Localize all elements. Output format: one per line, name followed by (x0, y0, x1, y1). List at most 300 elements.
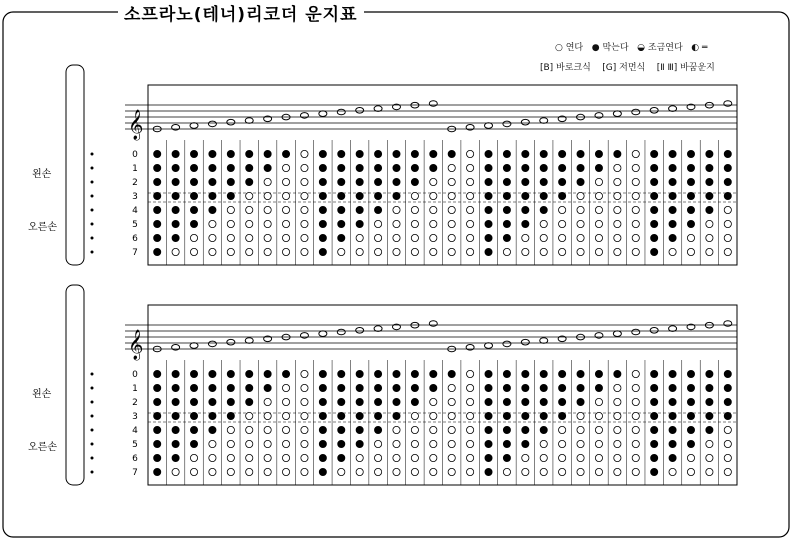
top-chart-finger-hole (706, 220, 713, 227)
bottom-chart-finger-hole (485, 426, 492, 433)
bottom-chart-finger-hole (632, 370, 639, 377)
bottom-chart-finger-hole (706, 468, 713, 475)
top-chart-finger-hole (669, 234, 676, 241)
bottom-chart-finger-hole (430, 412, 437, 419)
bottom-chart-note-head (540, 338, 548, 344)
legend-trill-label: ═ (701, 43, 708, 53)
bottom-chart-finger-hole (319, 454, 326, 461)
top-chart-finger-hole (282, 220, 289, 227)
top-chart-finger-hole (227, 178, 234, 185)
bottom-chart-finger-hole (724, 384, 731, 391)
top-chart-finger-hole (430, 164, 437, 171)
top-chart-finger-hole (724, 164, 731, 171)
top-chart-finger-hole (467, 248, 474, 255)
top-chart-finger-hole (393, 164, 400, 171)
top-chart-finger-hole (282, 150, 289, 157)
top-chart-finger-hole (190, 248, 197, 255)
top-chart-finger-hole (724, 178, 731, 185)
bottom-chart-note-head (429, 321, 437, 327)
left-hand-label-top: 왼손 (32, 169, 52, 180)
bottom-chart-finger-hole (632, 412, 639, 419)
top-chart-finger-hole (559, 206, 566, 213)
bottom-chart-finger-hole (301, 440, 308, 447)
bottom-chart-hole-number: 5 (132, 440, 138, 450)
top-chart-note-head (613, 111, 621, 117)
bottom-chart-finger-hole (632, 384, 639, 391)
bottom-chart-finger-hole (522, 412, 529, 419)
bottom-chart-hole-marker (91, 387, 94, 390)
top-chart-finger-hole (190, 206, 197, 213)
bottom-chart-finger-hole (467, 398, 474, 405)
bottom-chart-hole-marker (91, 401, 94, 404)
top-chart-finger-hole (154, 150, 161, 157)
top-chart-finger-hole (246, 248, 253, 255)
top-chart-hole-number: 7 (132, 248, 138, 258)
top-chart-treble-clef: 𝄞 (128, 110, 144, 140)
top-chart-finger-hole (172, 164, 179, 171)
bottom-chart-finger-hole (632, 454, 639, 461)
bottom-chart-finger-hole (301, 412, 308, 419)
bottom-chart-finger-hole (190, 398, 197, 405)
bottom-chart-finger-hole (246, 440, 253, 447)
bottom-chart-hole-number: 1 (132, 384, 138, 394)
top-chart-finger-hole (614, 220, 621, 227)
top-chart-finger-hole (264, 150, 271, 157)
legend-closed-label: 막는다 (602, 43, 629, 53)
bottom-chart-finger-hole (651, 384, 658, 391)
bottom-chart-finger-hole (687, 398, 694, 405)
bottom-chart-finger-hole (540, 440, 547, 447)
top-chart-finger-hole (559, 220, 566, 227)
top-chart-finger-hole (190, 220, 197, 227)
top-chart-finger-hole (301, 234, 308, 241)
top-chart-finger-hole (467, 192, 474, 199)
top-chart-finger-hole (522, 206, 529, 213)
top-chart-finger-hole (632, 164, 639, 171)
top-chart-note-head (208, 121, 216, 127)
bottom-chart-finger-hole (301, 468, 308, 475)
top-chart-finger-hole (374, 248, 381, 255)
bottom-chart-finger-hole (374, 440, 381, 447)
top-chart-finger-hole (356, 150, 363, 157)
bottom-chart-finger-hole (448, 454, 455, 461)
top-chart-finger-hole (393, 220, 400, 227)
top-chart-finger-hole (614, 178, 621, 185)
top-chart-finger-hole (540, 150, 547, 157)
top-chart-finger-hole (614, 234, 621, 241)
bottom-chart-finger-hole (687, 370, 694, 377)
top-chart-note-head (632, 109, 640, 115)
bottom-chart-finger-hole (190, 412, 197, 419)
bottom-chart-finger-hole (209, 468, 216, 475)
bottom-chart-finger-hole (264, 440, 271, 447)
top-chart-finger-hole (577, 150, 584, 157)
bottom-chart-finger-hole (301, 426, 308, 433)
bottom-chart-finger-hole (411, 454, 418, 461)
top-chart-finger-hole (282, 164, 289, 171)
top-chart-finger-hole (503, 206, 510, 213)
bottom-chart-finger-hole (651, 468, 658, 475)
top-chart-finger-hole (264, 164, 271, 171)
bottom-chart-finger-hole (467, 384, 474, 391)
top-chart-finger-hole (448, 164, 455, 171)
bottom-chart-finger-hole (209, 398, 216, 405)
top-chart-finger-hole (448, 248, 455, 255)
top-chart-hole-number: 0 (132, 150, 138, 160)
top-chart-finger-hole (559, 248, 566, 255)
bottom-chart-finger-hole (503, 398, 510, 405)
bottom-chart-finger-hole (209, 384, 216, 391)
bottom-chart-finger-hole (595, 384, 602, 391)
bottom-chart-finger-hole (540, 454, 547, 461)
top-chart-finger-hole (614, 192, 621, 199)
bottom-chart-finger-hole (190, 370, 197, 377)
top-chart-finger-hole (503, 178, 510, 185)
top-chart-finger-hole (540, 206, 547, 213)
bottom-chart-finger-hole (559, 384, 566, 391)
top-chart-finger-hole (264, 220, 271, 227)
bottom-chart-finger-hole (595, 440, 602, 447)
top-chart-note-head (521, 119, 529, 125)
bottom-chart-finger-hole (393, 468, 400, 475)
bottom-chart-finger-hole (706, 454, 713, 461)
bottom-chart-finger-hole (706, 398, 713, 405)
bottom-chart-hole-marker (91, 443, 94, 446)
bottom-chart-finger-hole (540, 468, 547, 475)
top-chart-note-head (669, 106, 677, 112)
bottom-chart-finger-hole (154, 426, 161, 433)
bottom-chart-finger-hole (301, 384, 308, 391)
top-chart-finger-hole (687, 248, 694, 255)
top-chart-finger-hole (632, 206, 639, 213)
bottom-chart-finger-hole (430, 426, 437, 433)
top-chart-finger-hole (338, 234, 345, 241)
bottom-chart-hole-number: 4 (132, 426, 138, 436)
top-chart-finger-hole (632, 178, 639, 185)
bottom-chart-finger-hole (503, 440, 510, 447)
bottom-chart-finger-hole (393, 426, 400, 433)
bottom-chart-finger-hole (448, 440, 455, 447)
top-chart-finger-hole (374, 164, 381, 171)
top-chart-finger-hole (246, 192, 253, 199)
top-chart-finger-hole (522, 248, 529, 255)
top-chart-finger-hole (485, 150, 492, 157)
bottom-chart-finger-hole (430, 370, 437, 377)
bottom-chart-finger-hole (338, 370, 345, 377)
top-chart-finger-hole (430, 206, 437, 213)
top-chart-finger-hole (301, 150, 308, 157)
bottom-chart-note-head (190, 343, 198, 349)
bottom-chart-finger-hole (393, 398, 400, 405)
top-chart-finger-hole (411, 178, 418, 185)
right-hand-label-top: 오른손 (28, 222, 57, 233)
bottom-chart-finger-hole (227, 440, 234, 447)
top-chart-finger-hole (356, 248, 363, 255)
top-chart-finger-hole (282, 192, 289, 199)
bottom-chart-finger-hole (687, 412, 694, 419)
top-chart-finger-hole (467, 220, 474, 227)
bottom-chart-note-head (613, 331, 621, 337)
top-chart-finger-hole (669, 150, 676, 157)
top-chart-finger-hole (669, 248, 676, 255)
bottom-chart-finger-hole (430, 398, 437, 405)
top-chart-hole-number: 3 (132, 192, 138, 202)
bottom-chart-note-head (669, 326, 677, 332)
bottom-chart-finger-hole (651, 412, 658, 419)
top-chart-finger-hole (393, 150, 400, 157)
top-chart-finger-hole (209, 150, 216, 157)
bottom-chart-finger-hole (356, 440, 363, 447)
top-chart-finger-hole (669, 178, 676, 185)
top-chart-finger-hole (282, 206, 289, 213)
bottom-chart-finger-hole (154, 440, 161, 447)
bottom-chart-finger-hole (559, 398, 566, 405)
bottom-chart-finger-hole (411, 412, 418, 419)
top-chart-finger-hole (485, 164, 492, 171)
top-chart-finger-hole (264, 178, 271, 185)
top-chart-finger-hole (706, 178, 713, 185)
bottom-chart-finger-hole (319, 440, 326, 447)
bottom-chart-finger-hole (540, 370, 547, 377)
top-chart-finger-hole (687, 234, 694, 241)
top-chart-finger-hole (448, 150, 455, 157)
bottom-chart-finger-hole (338, 426, 345, 433)
bottom-chart-finger-hole (172, 398, 179, 405)
top-chart-note-head (245, 118, 253, 124)
bottom-chart-finger-hole (264, 398, 271, 405)
top-chart-finger-hole (411, 150, 418, 157)
legend-baroque-label: [B] 바로크식 (540, 63, 591, 73)
bottom-chart-finger-hole (190, 440, 197, 447)
top-chart-finger-hole (559, 192, 566, 199)
bottom-chart-finger-hole (632, 398, 639, 405)
top-chart-finger-hole (411, 220, 418, 227)
bottom-chart-finger-hole (282, 412, 289, 419)
bottom-chart-hole-marker (91, 471, 94, 474)
bottom-chart-finger-hole (669, 384, 676, 391)
bottom-chart-finger-hole (614, 412, 621, 419)
bottom-chart-hole-number: 7 (132, 468, 138, 478)
bottom-chart-finger-hole (559, 370, 566, 377)
top-chart-hole-marker (91, 237, 94, 240)
bottom-chart-finger-hole (411, 384, 418, 391)
top-chart-finger-hole (706, 248, 713, 255)
top-chart-finger-hole (301, 248, 308, 255)
bottom-chart-finger-hole (540, 412, 547, 419)
top-chart-finger-hole (503, 192, 510, 199)
top-chart-note-head (724, 101, 732, 107)
bottom-chart-finger-hole (687, 426, 694, 433)
top-chart-finger-hole (338, 220, 345, 227)
top-chart-finger-hole (154, 220, 161, 227)
top-chart-finger-hole (209, 178, 216, 185)
bottom-chart-finger-hole (595, 398, 602, 405)
bottom-chart-finger-hole (467, 440, 474, 447)
top-chart-finger-hole (301, 178, 308, 185)
top-chart-finger-hole (301, 192, 308, 199)
top-chart-finger-hole (172, 178, 179, 185)
bottom-chart-finger-hole (172, 426, 179, 433)
top-chart-finger-hole (632, 220, 639, 227)
top-chart-finger-hole (577, 164, 584, 171)
bottom-chart-finger-hole (448, 370, 455, 377)
top-chart-finger-hole (190, 178, 197, 185)
bottom-chart-finger-hole (614, 468, 621, 475)
bottom-chart-note-head (374, 326, 382, 332)
top-chart-finger-hole (485, 178, 492, 185)
bottom-chart-finger-hole (282, 440, 289, 447)
top-chart-hole-marker (91, 153, 94, 156)
bottom-chart-finger-hole (503, 412, 510, 419)
bottom-chart-finger-hole (632, 440, 639, 447)
bottom-chart-finger-hole (374, 454, 381, 461)
top-chart-finger-hole (522, 234, 529, 241)
bottom-chart-finger-hole (467, 370, 474, 377)
top-chart-finger-hole (246, 150, 253, 157)
top-chart-finger-hole (430, 192, 437, 199)
top-chart-finger-hole (301, 206, 308, 213)
bottom-chart-finger-hole (246, 370, 253, 377)
top-chart-finger-hole (301, 220, 308, 227)
top-chart-finger-hole (540, 192, 547, 199)
bottom-chart-finger-hole (485, 370, 492, 377)
top-chart-hole-marker (91, 181, 94, 184)
top-chart-finger-hole (227, 234, 234, 241)
bottom-chart-finger-hole (264, 426, 271, 433)
bottom-chart-note-head (503, 341, 511, 347)
top-chart-finger-hole (522, 164, 529, 171)
top-chart-finger-hole (706, 206, 713, 213)
top-chart-finger-hole (319, 234, 326, 241)
bottom-chart-finger-hole (559, 454, 566, 461)
bottom-chart-finger-hole (687, 468, 694, 475)
top-chart-finger-hole (614, 150, 621, 157)
right-hand-label-bottom: 오른손 (28, 442, 57, 453)
top-chart-finger-hole (338, 248, 345, 255)
bottom-chart-finger-hole (448, 468, 455, 475)
bottom-chart-finger-hole (595, 370, 602, 377)
top-chart-finger-hole (172, 192, 179, 199)
top-chart-finger-hole (154, 164, 161, 171)
bottom-chart-finger-hole (338, 440, 345, 447)
top-chart-finger-hole (246, 220, 253, 227)
top-chart-finger-hole (172, 248, 179, 255)
page-title: 소프라노(테너)리코더 운지표 (118, 0, 364, 25)
top-chart-finger-hole (246, 206, 253, 213)
top-chart-finger-hole (430, 248, 437, 255)
bottom-chart-finger-hole (246, 384, 253, 391)
top-chart-finger-hole (522, 150, 529, 157)
top-chart-finger-hole (540, 164, 547, 171)
top-chart-finger-hole (319, 164, 326, 171)
bottom-chart-finger-hole (485, 454, 492, 461)
bottom-chart-finger-hole (356, 384, 363, 391)
bottom-chart-finger-hole (282, 398, 289, 405)
top-chart-finger-hole (264, 206, 271, 213)
top-chart-finger-hole (559, 234, 566, 241)
top-chart-finger-hole (246, 178, 253, 185)
bottom-chart-finger-hole (522, 370, 529, 377)
bottom-chart-finger-hole (651, 454, 658, 461)
bottom-chart-finger-hole (522, 440, 529, 447)
top-chart-finger-hole (209, 192, 216, 199)
bottom-chart-hole-marker (91, 415, 94, 418)
bottom-chart-finger-hole (246, 426, 253, 433)
top-chart-note-head (485, 123, 493, 129)
top-chart-finger-hole (595, 164, 602, 171)
bottom-chart-finger-hole (687, 454, 694, 461)
top-chart-finger-hole (393, 248, 400, 255)
top-chart-finger-hole (632, 150, 639, 157)
bottom-chart-finger-hole (430, 440, 437, 447)
bottom-chart-finger-hole (485, 440, 492, 447)
bottom-chart-finger-hole (559, 440, 566, 447)
top-chart-finger-hole (154, 206, 161, 213)
top-chart-note-head (337, 109, 345, 115)
legend-open-label: 연다 (565, 43, 584, 53)
top-chart-finger-hole (485, 206, 492, 213)
bottom-chart-finger-hole (503, 384, 510, 391)
top-chart-finger-hole (724, 206, 731, 213)
top-chart-finger-hole (577, 206, 584, 213)
bottom-chart-finger-hole (356, 426, 363, 433)
bottom-chart-finger-hole (651, 426, 658, 433)
bottom-chart-hole-number: 0 (132, 370, 138, 380)
bottom-chart-finger-hole (190, 384, 197, 391)
bottom-chart-finger-hole (393, 454, 400, 461)
bottom-chart-finger-hole (577, 468, 584, 475)
bottom-chart-finger-hole (467, 468, 474, 475)
top-chart-finger-hole (522, 192, 529, 199)
bottom-chart-finger-hole (319, 384, 326, 391)
bottom-chart-finger-hole (651, 440, 658, 447)
top-chart-finger-hole (559, 150, 566, 157)
top-chart-finger-hole (430, 220, 437, 227)
top-chart-finger-hole (154, 192, 161, 199)
top-chart-finger-hole (374, 192, 381, 199)
bottom-chart-finger-hole (264, 384, 271, 391)
bottom-chart-finger-hole (301, 454, 308, 461)
bottom-chart-finger-hole (595, 412, 602, 419)
bottom-chart-finger-hole (577, 454, 584, 461)
bottom-chart-finger-hole (190, 468, 197, 475)
bottom-chart-finger-hole (301, 398, 308, 405)
top-chart-finger-hole (209, 206, 216, 213)
bottom-chart-finger-hole (374, 426, 381, 433)
bottom-chart-finger-hole (319, 468, 326, 475)
top-chart-hole-marker (91, 195, 94, 198)
bottom-chart-finger-hole (264, 412, 271, 419)
top-chart-finger-hole (706, 164, 713, 171)
bottom-chart-finger-hole (632, 468, 639, 475)
bottom-chart-finger-hole (227, 384, 234, 391)
top-chart-finger-hole (540, 248, 547, 255)
bottom-chart-finger-hole (411, 426, 418, 433)
bottom-chart-finger-hole (724, 454, 731, 461)
top-chart-finger-hole (356, 206, 363, 213)
bottom-chart-finger-hole (338, 454, 345, 461)
top-chart-note-head (650, 108, 658, 114)
bottom-recorder-image (66, 285, 84, 485)
bottom-chart-finger-hole (522, 426, 529, 433)
bottom-chart-finger-hole (209, 440, 216, 447)
top-chart-finger-hole (190, 234, 197, 241)
top-chart-finger-hole (706, 234, 713, 241)
bottom-chart-note-head (632, 329, 640, 335)
top-chart-finger-hole (687, 192, 694, 199)
bottom-chart-hole-number: 3 (132, 412, 138, 422)
top-chart-finger-hole (595, 248, 602, 255)
